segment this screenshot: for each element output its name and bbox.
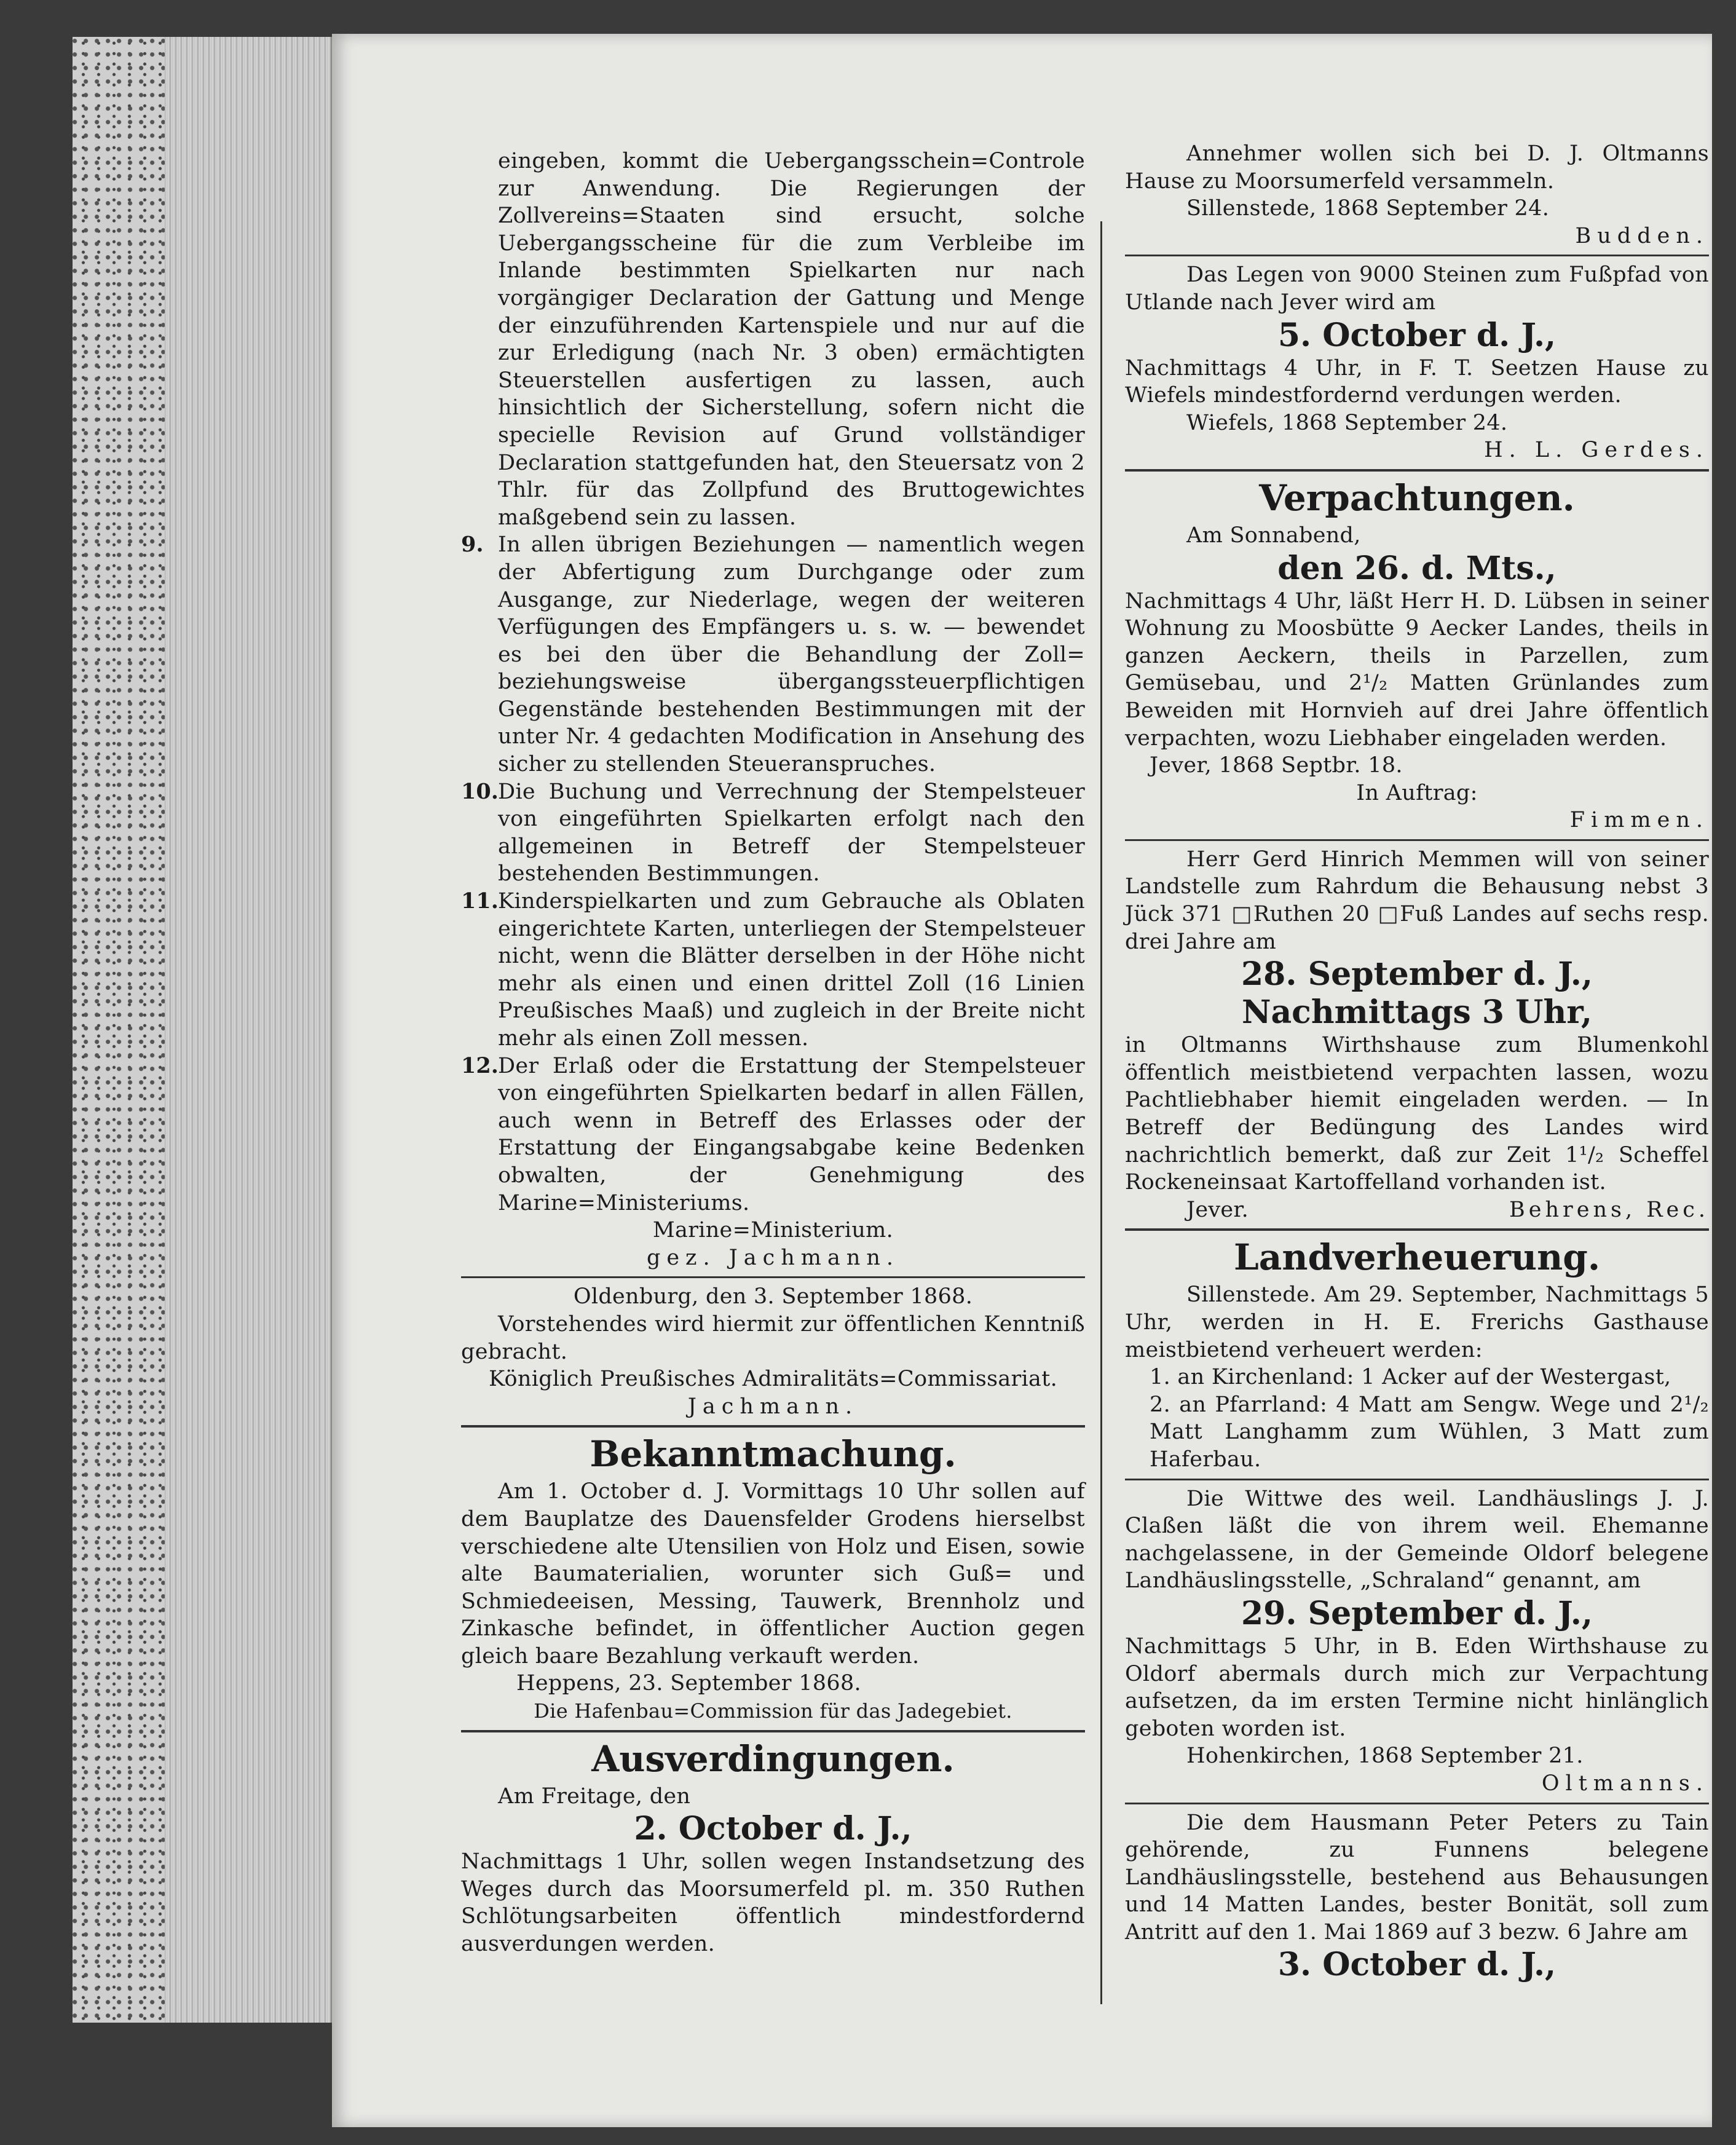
heading-verpachtungen: Verpachtungen. (1259, 476, 1575, 519)
landverheuerung-text: Sillenstede. Am 29. September, Nachmittags 5 Uhr, werden in H. E. Frerichs Gasthause meistbietend verheuert werden: (1125, 1282, 1709, 1362)
item-number: 10. (461, 778, 499, 804)
divider (1125, 839, 1709, 841)
publication-note: Vorstehendes wird hiermit zur öffentlichen Kenntniß gebracht. (461, 1311, 1085, 1364)
bekanntmachung-text: Am 1. October d. J. Vormittags 10 Uhr sollen auf dem Bauplatze des Dauensfelder Grodens hierselbst verschiedene alte Utensilien von Holz und Eisen, sowie alte Baumaterialien, worunter sich Guß= und Schmiedeeisen, Messing, Tauwerk, Brennholz und Zinkasche befindet, in öffentlicher Auction gegen gleich baare Bezahlung verkauft werden. (461, 1479, 1085, 1669)
paragraph-customs: eingeben, kommt die Uebergangsschein=Controle zur Anwendung. Die Regierungen der Zollvereins=Staaten sind ersucht, solche Uebergangsscheine für die zum Verbleibe im Inlande bestimmten Spielkarten nur nach vorgängiger Declaration der Gattung und Menge der einzuführenden Kartenspiele und nur auf die zur Erledigung (nach Nr. 3 oben) ermächtigten Steuerstellen ausfertigen zu lassen, auch hinsichtlich der Sicherstellung, sofern nicht die specielle Revision auf Grund vollständiger Declaration stattgefunden hat, den Steuersatz von 2 Thlr. für das Zollpfund des Bruttogewichtes maßgebend sein zu lassen. (498, 149, 1085, 530)
divider (1125, 1479, 1709, 1480)
memmen-text2: in Oltmanns Wirthshause zum Blumenkohl öffentlich meistbietend verpachten lassen, wozu Pachtliebhaber hiemit eingeladen werden. — In Betreff der Bedüngung des Landes wird nachrichtlich bemerkt, daß zur Zeit 1¹/₂ Scheffel Rockeneinsaat Kartoffelland vorhanden ist. (1125, 1033, 1709, 1195)
item-number: 9. (461, 532, 484, 558)
verpachtungen-date: den 26. d. Mts., (1277, 549, 1556, 587)
left-column (461, 148, 1085, 1958)
item-text: Kinderspielkarten und zum Gebrauche als Oblaten eingerichtete Karten, unterliegen der Stempelsteuer nicht, wenn die Blätter derselben in der Höhe nicht mehr als einen und einen drittel Zoll (16 Linien Preußisches Maaß) und zugleich in der Breite nicht mehr als einen Zoll messen. (498, 889, 1085, 1051)
item-number: 12. (461, 1053, 499, 1078)
list-item (461, 778, 1085, 888)
divider (461, 1730, 1085, 1732)
verpachtungen-intro: Am Sonnabend, (1186, 523, 1361, 548)
right-column (1125, 140, 1709, 1984)
list-item (461, 531, 1085, 778)
column-divider (1100, 221, 1102, 2004)
steine-text2: Nachmittags 4 Uhr, in F. T. Seetzen Hause zu Wiefels mindestfordernd verdungen werden. (1125, 355, 1709, 408)
steine-date: 5. October d. J., (1277, 316, 1556, 354)
book-cover-marbled (73, 37, 165, 2023)
classen-text2: Nachmittags 5 Uhr, in B. Eden Wirthshause zu Oldorf abermals durch mich zur Verpachtung aufsetzen, da im ersten Termine nicht hinlänglich geboten worden ist. (1125, 1633, 1709, 1741)
classen-signer: Oltmanns. (1541, 1771, 1709, 1796)
annehmer-signer: Budden. (1575, 223, 1709, 248)
heading-ausverdingungen: Ausverdingungen. (591, 1737, 955, 1780)
memmen-time: Nachmittags 3 Uhr, (1241, 993, 1593, 1032)
memmen-place: Jever. (1186, 1197, 1249, 1222)
memmen-text: Herr Gerd Hinrich Memmen will von seiner Landstelle zum Rahrdum die Behausung nebst 3 Jück 371 □Ruthen 20 □Fuß Landes auf sechs resp. drei Jahre am (1125, 847, 1709, 954)
steine-text: Das Legen von 9000 Steinen zum Fußpfad von Utlande nach Jever wird am (1125, 263, 1709, 315)
list-item (461, 1053, 1085, 1217)
heading-bekanntmachung: Bekanntmachung. (590, 1433, 957, 1475)
ministry-line: Marine=Ministerium. (652, 1218, 894, 1243)
item-text: In allen übrigen Beziehungen — namentlich wegen der Abfertigung zum Durchgange oder zum Ausgange, zur Niederlage, wegen der weiteren Verfügungen des Empfängers u. s. w. — bewendet es bei den über die Behandlung der Zoll= beziehungsweise übergangssteuerpflichtigen Gegenstände bestehenden Bestimmungen mit der unter Nr. 4 gedachten Modification in Ansehung des sicher zu stellenden Steueranspruches. (498, 532, 1085, 777)
item-text: Der Erlaß oder die Erstattung der Stempelsteuer von eingeführten Spielkarten bedarf in allen Fällen, auch wenn in Betreff des Erlasses oder der Erstattung der Eingangsabgabe keine Bedenken obwalten, der Genehmigung des Marine=Ministeriums. (498, 1053, 1085, 1215)
divider (461, 1276, 1085, 1278)
divider (1125, 469, 1709, 472)
item-number: 11. (461, 888, 499, 914)
divider (461, 1425, 1085, 1428)
list-item (461, 888, 1085, 1053)
commissariat-signer: Jachmann. (687, 1394, 859, 1419)
item-text: Die Buchung und Verrechnung der Stempelsteuer von eingeführten Spielkarten erfolgt nach den allgemeinen in Betreff der Stempelsteuer bestehenden Bestimmungen. (498, 779, 1085, 887)
divider (1125, 255, 1709, 256)
ausverdingungen-intro: Am Freitage, den (498, 1784, 691, 1809)
heading-landverheuerung: Landverheuerung. (1233, 1236, 1601, 1279)
divider (1125, 1228, 1709, 1231)
steine-place: Wiefels, 1868 September 24. (1186, 410, 1508, 435)
classen-date: 29. September d. J., (1241, 1594, 1593, 1632)
divider (1125, 1803, 1709, 1804)
memmen-signer: Behrens, Rec. (1509, 1197, 1709, 1222)
verpachtungen-place: Jever, 1868 Septbr. 18. (1150, 753, 1403, 778)
landverheuerung-item1: 1. an Kirchenland: 1 Acker auf der Westergast, (1150, 1365, 1671, 1390)
memmen-footer (1125, 1196, 1709, 1224)
steine-signer: H. L. Gerdes. (1484, 438, 1709, 463)
signature-line: gez. Jachmann. (646, 1245, 900, 1270)
landverheuerung-item2: 2. an Pfarrland: 4 Matt am Sengw. Wege und 2¹/₂ Matt Langhamm zum Wühlen, 3 Matt zum Haferbau. (1150, 1392, 1709, 1472)
bekanntmachung-place: Heppens, 23. September 1868. (516, 1671, 861, 1696)
classen-text: Die Wittwe des weil. Landhäuslings J. J. Claßen läßt die von ihrem weil. Ehemanne nachgelassene, in der Gemeinde Oldorf belegene Landhäuslingsstelle, „Schraland“ genannt, am (1125, 1486, 1709, 1594)
ausverdingungen-text: Nachmittags 1 Uhr, sollen wegen Instandsetzung des Weges durch das Moorsumerfeld pl. m. 350 Ruthen Schlötungsarbeiten öffentlich mindestfordernd ausverdungen werden. (461, 1849, 1085, 1957)
verpachtungen-text: Nachmittags 4 Uhr, läßt Herr H. D. Lübsen in seiner Wohnung zu Moosbütte 9 Aecker Landes, theils in ganzen Aeckern, theils in Parzellen, zum Gemüsebau, und 2¹/₂ Matten Grünlandes zum Beweiden mit Hornvieh auf drei Jahre öffentlich verpachten, wozu Liebhaber eingeladen werden. (1125, 588, 1709, 751)
annehmer-place: Sillenstede, 1868 September 24. (1186, 196, 1550, 221)
bekanntmachung-signer: Die Hafenbau=Commission für das Jadegebiet. (534, 1699, 1012, 1723)
commissariat-line: Königlich Preußisches Admiralitäts=Commissariat. (488, 1367, 1057, 1392)
memmen-date: 28. September d. J., (1241, 955, 1593, 993)
verpachtungen-auftrag: In Auftrag: (1356, 780, 1478, 805)
annehmer-text: Annehmer wollen sich bei D. J. Oltmanns Hause zu Moorsumerfeld versammeln. (1125, 141, 1709, 194)
verpachtungen-signer: Fimmen. (1569, 808, 1709, 833)
peters-text: Die dem Hausmann Peter Peters zu Tain gehörende, zu Funnens belegene Landhäuslingsstelle, bestehend aus Behausungen und 14 Matten Landes, bester Bonität, soll zum Antritt auf den 1. Mai 1869 auf 3 bezw. 6 Jahre am (1125, 1810, 1709, 1945)
classen-place: Hohenkirchen, 1868 September 21. (1186, 1744, 1584, 1769)
peters-date: 3. October d. J., (1277, 1946, 1556, 1984)
ausverdingungen-date: 2. October d. J., (634, 1810, 912, 1848)
oldenburg-date: Oldenburg, den 3. September 1868. (573, 1284, 973, 1310)
